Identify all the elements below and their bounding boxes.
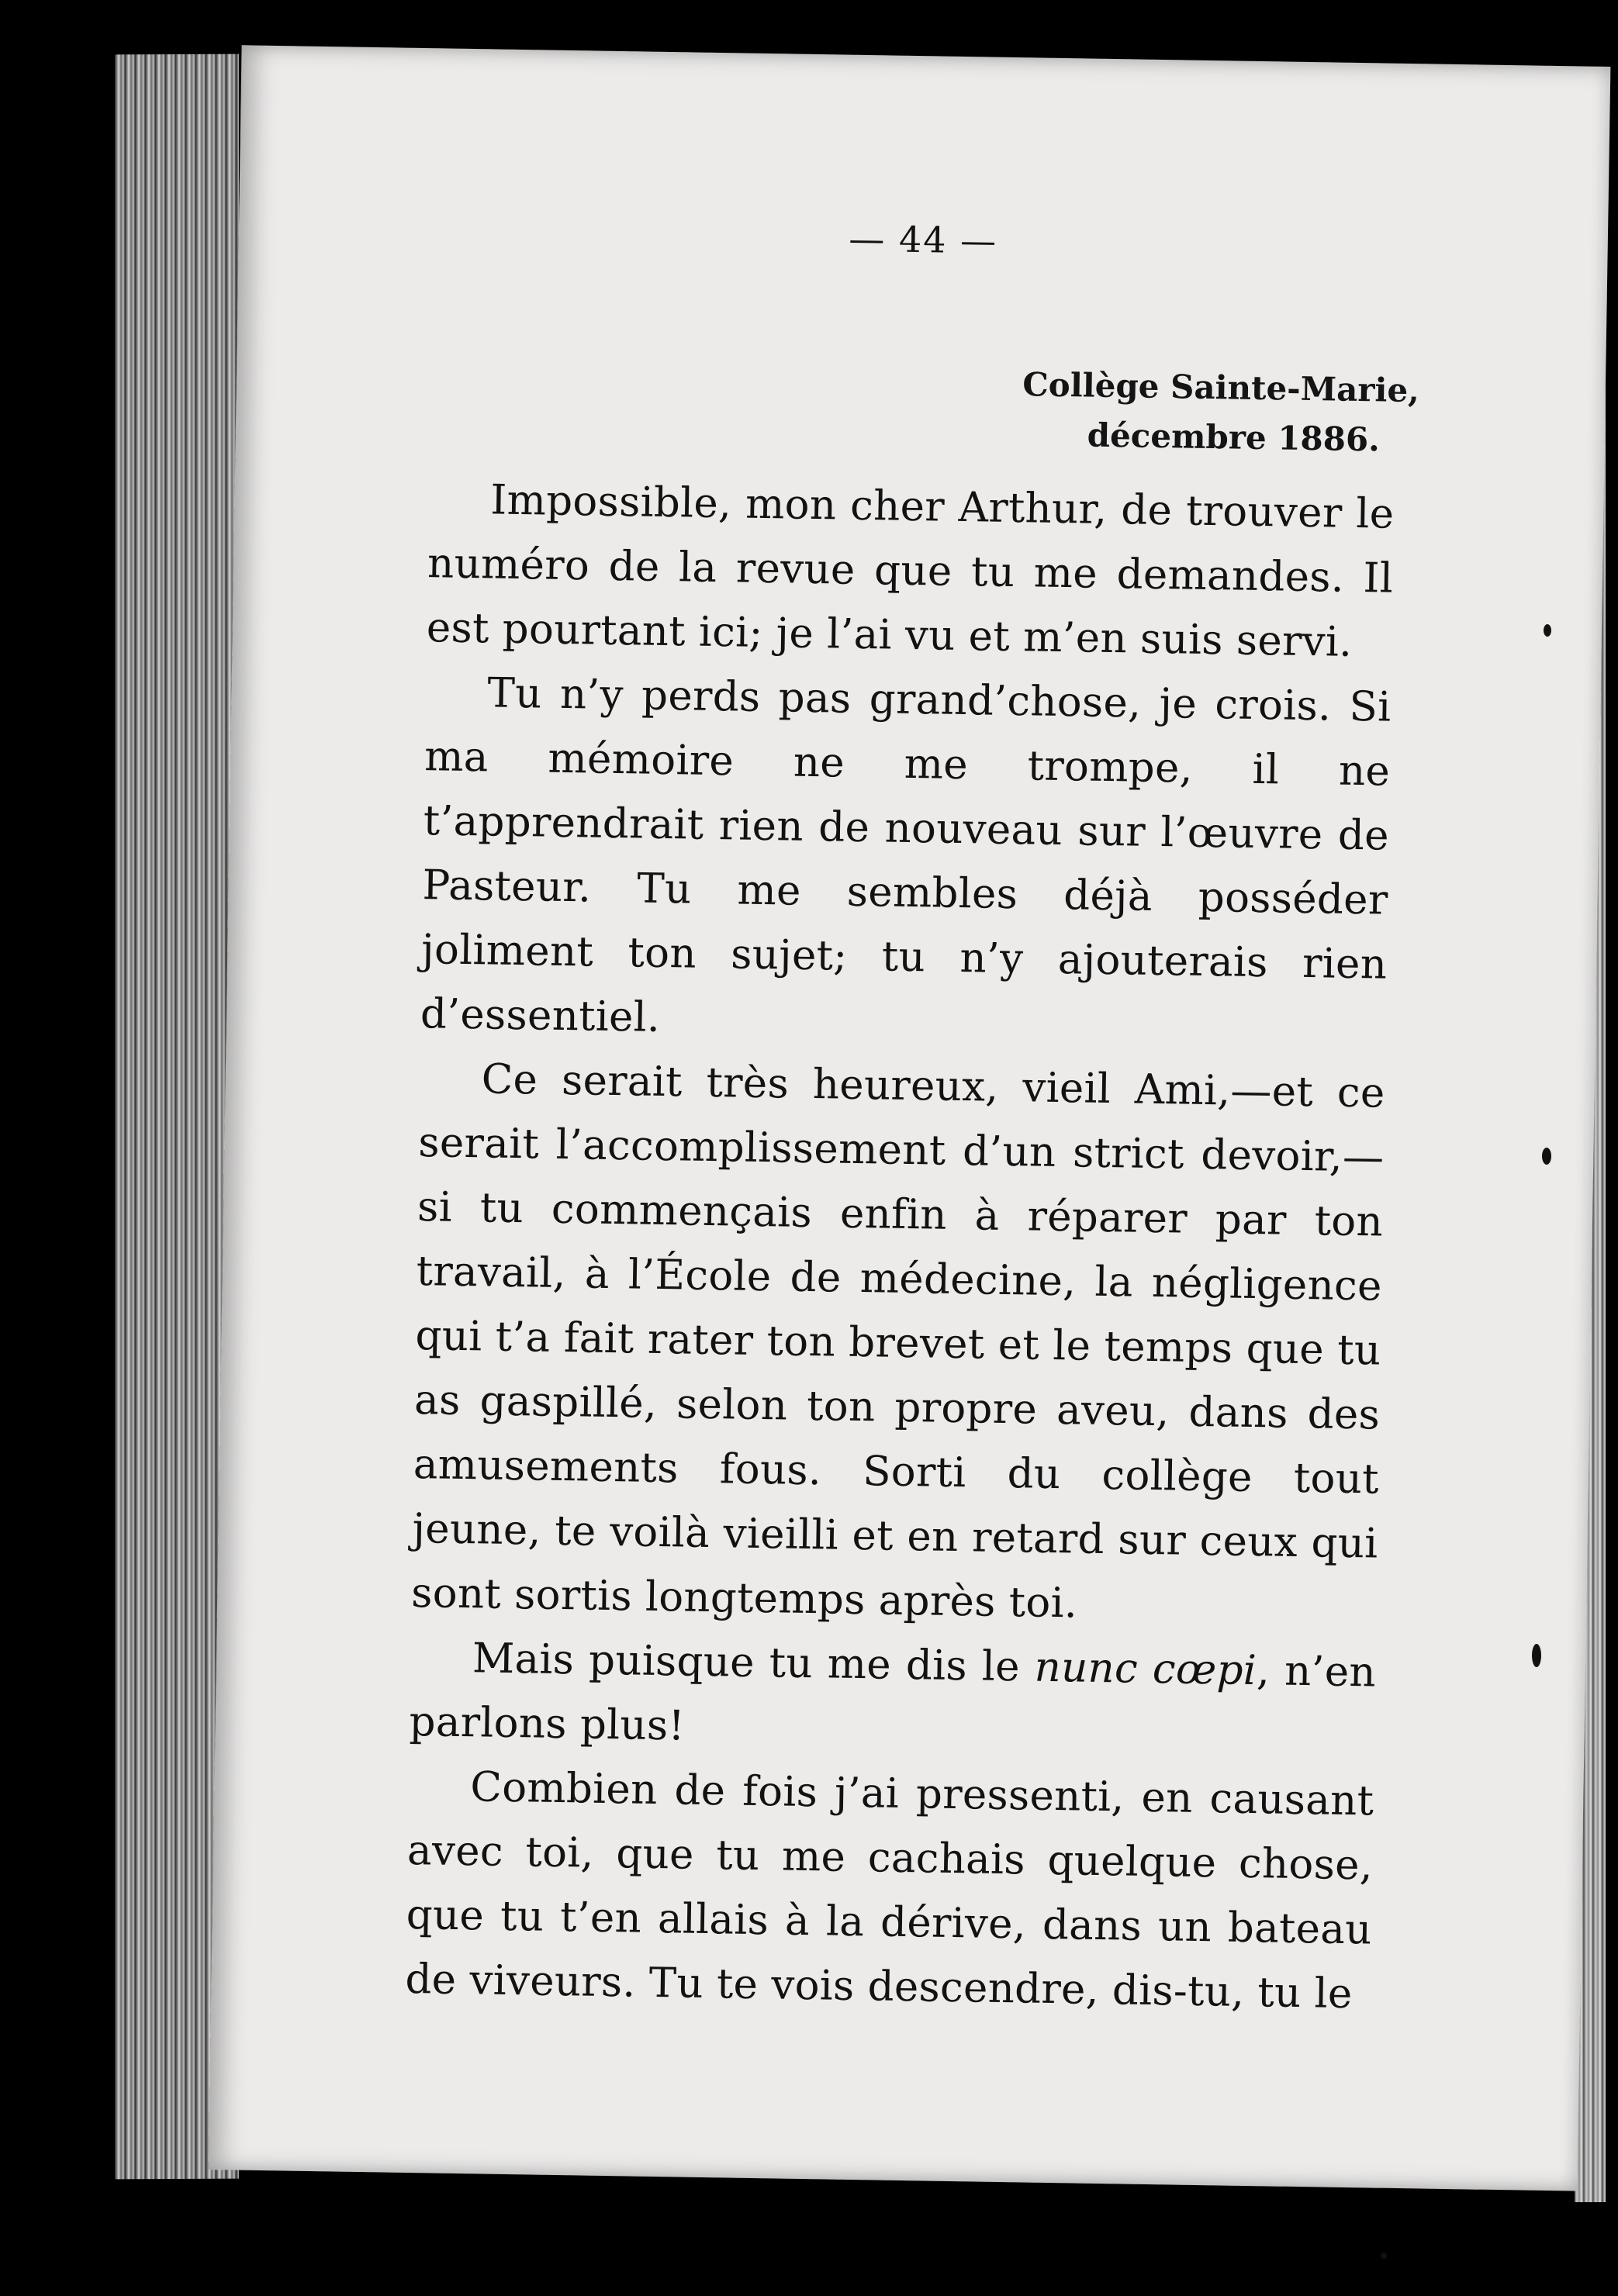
dateline-place: Collège Sainte-Marie,	[1022, 365, 1420, 410]
paragraph: Combien de fois j’ai pressenti, en causant avec toi, que tu me cachais quelque chose, que tu t’en allais à la dérive, dans un bateau de viveurs. Tu te vois descendre, dis-tu, tu le	[404, 1763, 1374, 2018]
scan-speck	[1544, 624, 1551, 637]
dateline-date: décembre 1886.	[1087, 416, 1381, 459]
paragraph: Mais puisque tu me dis le nunc cœpi, n’en parlons plus!	[409, 1635, 1377, 1750]
scan-speck	[1381, 2253, 1387, 2259]
latin-phrase: nunc cœpi	[1034, 1643, 1257, 1695]
paragraph: Ce serait très heureux, vieil Ami,—et ce serait l’accomplissement d’un strict devoir,—si tu commençais enfin à réparer par ton travail, à l’École de médecine, la négligence qui t’a fait rater ton brevet et le temps que tu as gaspillé, selon ton propre aveu, dans des amusements fous. Sorti du collège tout jeune, te voilà vieilli et en retard sur ceux qui sont sortis longtemps après toi.	[410, 1055, 1386, 1628]
scan-speck	[1532, 1644, 1541, 1667]
paragraph: Tu n’y perds pas grand’chose, je crois. Si ma mémoire ne me trompe, il ne t’apprendrait rien de nouveau sur l’œuvre de Pasteur. Tu me sembles déjà posséder joliment ton sujet; tu n’y ajouterais rien d’essentiel.	[420, 669, 1392, 1041]
scan-speck	[1542, 1148, 1551, 1165]
book-page	[209, 45, 1611, 2191]
page-number: — 44 —	[848, 217, 998, 262]
dateline	[1022, 360, 1419, 465]
paragraph: Impossible, mon cher Arthur, de trouver le numéro de la revue que tu me demandes. Il est pourtant ici; je l’ai vu et m’en suis servi.	[426, 476, 1395, 666]
letter-body	[405, 467, 1395, 2026]
